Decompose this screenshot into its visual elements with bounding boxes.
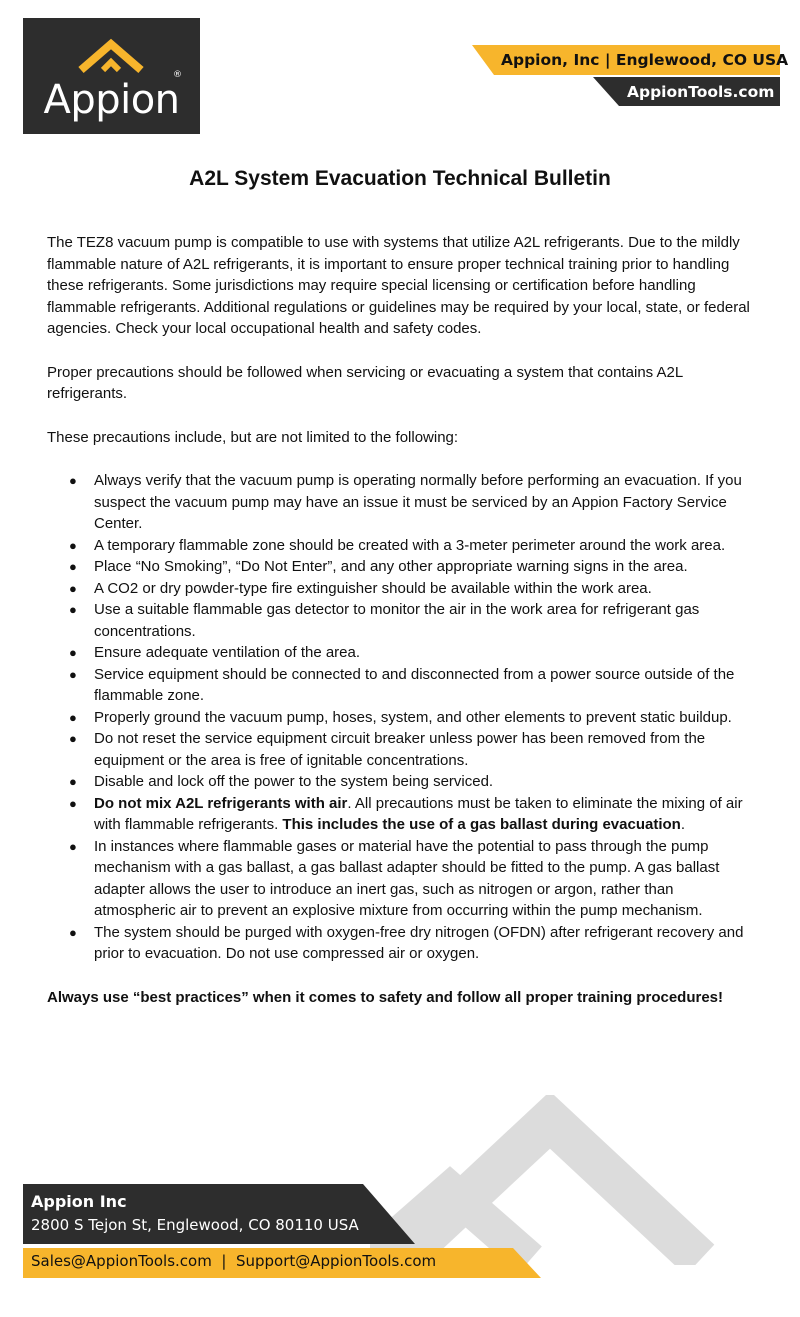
company-logo <box>23 18 200 134</box>
bullet-icon: ● <box>69 795 77 811</box>
bullet-icon: ● <box>69 666 77 682</box>
tagline-text: Appion, Inc | Englewood, CO USA <box>501 51 789 69</box>
footer-contact-emails[interactable]: Sales@AppionTools.com | Support@AppionTools.com <box>31 1252 437 1270</box>
list-item: ● A CO2 or dry powder-type fire extinguisher should be available within the work area. <box>47 578 759 600</box>
bullet-icon: ● <box>69 709 77 725</box>
precautions-paragraph: Proper precautions should be followed when servicing or evacuating a system that contains A2L refrigerants. <box>47 363 683 402</box>
list-item: ● Always verify that the vacuum pump is operating normally before performing an evacuation. If you suspect the vacuum pump may have an issue it must be serviced by an Appion Factory Service Center. <box>69 472 742 532</box>
logo-wordmark: Appion <box>43 77 180 123</box>
bullet-icon: ● <box>69 645 77 660</box>
bullet-icon: ● <box>69 537 77 553</box>
list-item: ● Disable and lock off the power to the system being serviced. <box>47 771 759 793</box>
bullet-icon: ● <box>69 731 77 746</box>
bulletin-body <box>47 232 759 1030</box>
gas-ballast-warning-bold: This includes the use of a gas ballast during evacuation <box>282 816 681 833</box>
list-item: ● Use a suitable flammable gas detector to monitor the air in the work area for refrigerant gas concentrations. <box>69 601 700 640</box>
bullet-icon: ● <box>69 580 77 596</box>
bullet-icon: ● <box>69 838 77 854</box>
list-item: ● Ensure adequate ventilation of the area. <box>47 642 759 664</box>
list-intro-paragraph: These precautions include, but are not limited to the following: <box>47 428 459 446</box>
list-item: ● Do not reset the service equipment circuit breaker unless power has been removed from the equipment or the area is free of ignitable concentrations. <box>69 730 706 769</box>
list-item: ● The system should be purged with oxygen-free dry nitrogen (OFDN) after refrigerant recovery and prior to evacuation. Do not use compressed air or oxygen. <box>69 923 744 962</box>
list-item: ● Place “No Smoking”, “Do Not Enter”, and any other appropriate warning signs in the area. <box>47 556 759 578</box>
bullet-icon: ● <box>69 559 77 574</box>
closing-statement: Always use “best practices” when it comes to safety and follow all proper training procedures! <box>47 988 724 1006</box>
logo-watermark-icon <box>370 1095 770 1265</box>
website-link[interactable]: AppionTools.com <box>627 83 775 101</box>
bulletin-title: A2L System Evacuation Technical Bulletin <box>189 167 611 190</box>
list-item: ● Properly ground the vacuum pump, hoses, system, and other elements to prevent static buildup. <box>47 707 759 729</box>
list-item-mix-warning: ● Do not mix A2L refrigerants with air. All precautions must be taken to eliminate the mixing of air with flammable refrigerants. This includes the use of a gas ballast during evacuation. <box>69 794 743 833</box>
footer-company-name: Appion Inc <box>31 1192 127 1211</box>
registered-mark: ® <box>173 70 182 80</box>
list-item: ● In instances where flammable gases or material have the potential to pass through the pump mechanism with a gas ballast, a gas ballast adapter should be fitted to the pump. A gas ballast adapter allows the user to introduce an inert gas, such as nitrogen or argon, rather than atmospheric air to prevent an explosive mixture from occurring within the pump mechanism. <box>69 837 720 919</box>
bullet-icon: ● <box>69 774 77 789</box>
precautions-list <box>47 470 759 965</box>
bullet-icon: ● <box>69 602 77 617</box>
mix-warning-bold: Do not mix A2L refrigerants with air <box>94 794 348 812</box>
bullet-icon: ● <box>69 473 77 488</box>
list-item: ● Service equipment should be connected to and disconnected from a power source outside of the flammable zone. <box>69 665 735 704</box>
bullet-icon: ● <box>69 924 77 940</box>
footer-address: 2800 S Tejon St, Englewood, CO 80110 USA <box>31 1216 359 1234</box>
list-item: ● A temporary flammable zone should be created with a 3-meter perimeter around the work area. <box>47 535 759 557</box>
roof-logo-icon <box>73 36 153 76</box>
intro-paragraph: The TEZ8 vacuum pump is compatible to use with systems that utilize A2L refrigerants. Due to the mildly flammable nature of A2L refrigerants, it is important to ensure proper technical training prior to handling these refrigerants. Some jurisdictions may require special licensing or certification before handling flammable refrigerants. Additional regulations or guidelines may be required by your local, state, or federal agencies. Check your local occupational health and safety codes. <box>47 234 750 337</box>
